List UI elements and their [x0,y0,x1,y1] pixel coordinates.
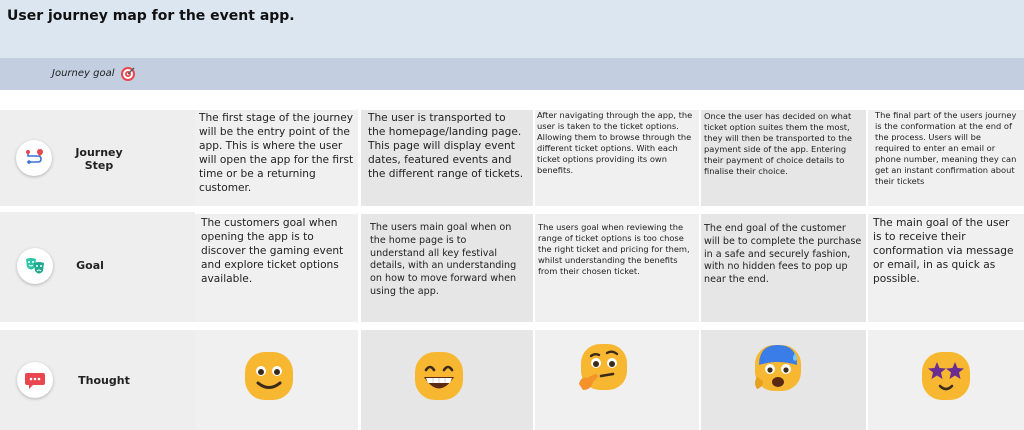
thought-icon-circle [17,362,53,398]
journey-step-text-2: The user is transported to the homepage/landing page. This page will display event dates, featured events and the different range of tickets. [368,112,524,181]
journey-step-icon-circle [16,140,52,176]
journey-step-text-3: After navigating through the app, the user is taken to the ticket options. Allowing them to browse through the different ticket options. With each ticket options providing its own benefits. [537,110,693,176]
goal-cell-5 [868,214,1024,322]
journey-step-cell-2 [361,110,533,206]
smiling-face-icon [243,350,295,402]
thinking-face-icon [577,342,629,394]
goal-cell-4 [701,214,866,322]
target-icon [120,66,136,82]
thought-cell-4 [701,330,866,430]
goal-cell-3 [535,214,699,322]
goal-cell-1 [195,214,358,322]
goal-text-4: The end goal of the customer will be to complete the purchase in a safe and securely fashion, with no hidden fees to pop up near the end. [704,223,862,285]
anxious-face-icon [751,343,803,395]
speech-bubble-icon [23,368,47,392]
route-icon [22,146,46,170]
journey-step-text-5: The final part of the users journey is the conformation at the end of the process. Users will be required to enter an email or phone number, meaning they can get an instant confirmation about their tickets [875,110,1017,187]
journey-step-text-4: Once the user has decided on what ticket option suites them the most, they will then be transported to the payment side of the app. Entering their payment of choice details to finalise their choice. [704,111,852,177]
journey-step-cell-5 [868,110,1024,206]
thought-cell-1 [195,330,358,430]
journey-step-cell-4 [701,110,866,206]
row-label-goal: Goal [76,259,104,272]
journey-step-cell-3 [535,110,699,206]
page-title: User journey map for the event app. [7,8,295,24]
journey-step-text-1: The first stage of the journey will be the entry point of the app. This is where the user will open the app for the first time or be a returning customer. [199,112,354,195]
header-band [0,0,1024,58]
thought-cell-5 [868,330,1024,430]
star-struck-face-icon [920,350,972,402]
thought-cell-3 [535,330,699,430]
theater-masks-icon [23,254,47,278]
grinning-face-icon [413,350,465,402]
goal-cell-2 [361,214,533,322]
row-label-journey-step: Journey Step [75,146,123,172]
journey-step-cell-1 [195,110,358,206]
goal-text-5: The main goal of the user is to receive their conformation via message or email, in as quick as possible. [873,217,1014,286]
goal-text-2: The users main goal when on the home page is to understand all key festival details, with an understanding on how to move forward when using the app. [370,222,517,297]
goal-icon-circle [17,248,53,284]
goal-text-3: The users goal when reviewing the range of ticket options is too chose the right ticket and pricing for them, whilst understanding the benefits from their chosen ticket. [538,222,690,277]
journey-goal-label: Journey goal [52,68,115,79]
thought-cell-2 [361,330,533,430]
goal-text-1: The customers goal when opening the app is to discover the gaming event and explore ticket options available. [201,217,344,286]
row-label-thought: Thought [78,374,130,387]
journey-goal-bar [0,58,1024,90]
